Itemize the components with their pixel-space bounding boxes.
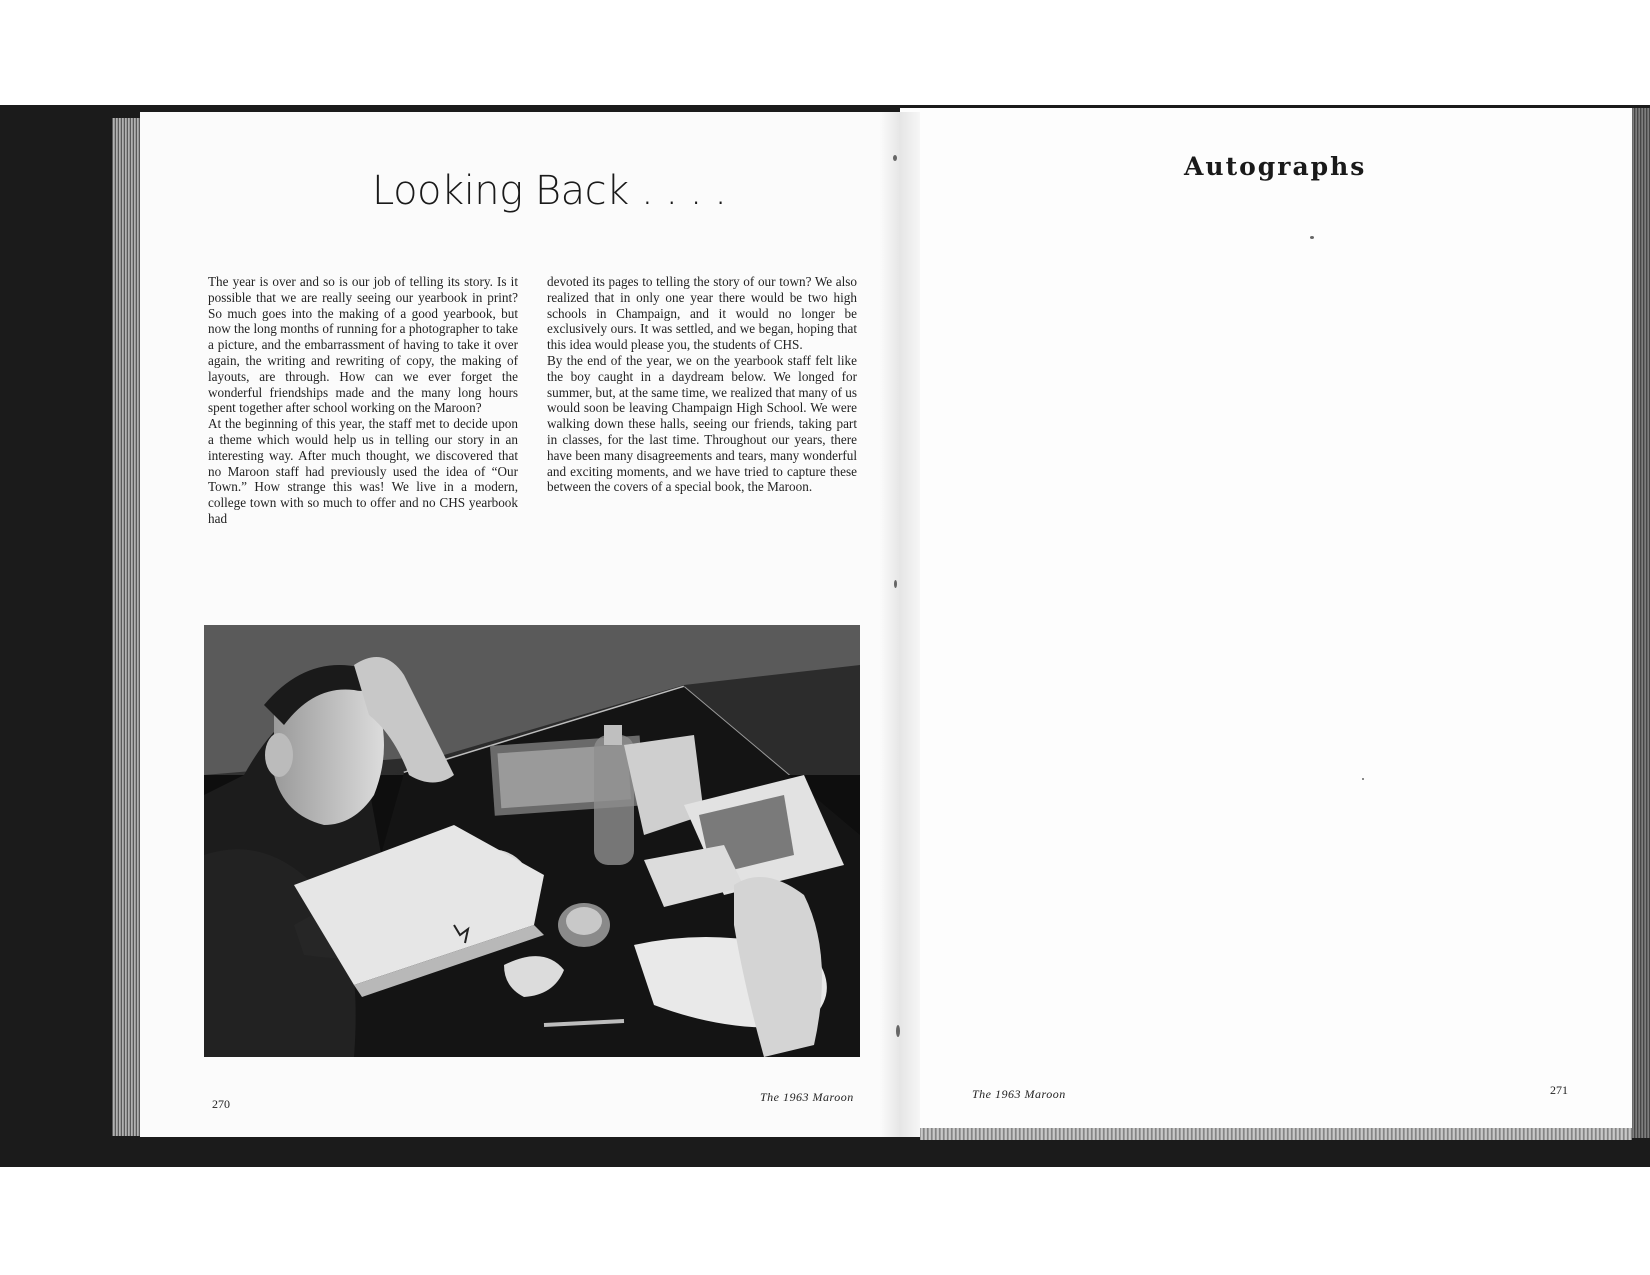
scan-speck <box>1362 778 1364 780</box>
page-number-left: 270 <box>212 1097 230 1111</box>
publication-footer-left: The 1963 Maroon <box>760 1090 854 1104</box>
text-column-2 <box>547 274 857 495</box>
page-stack-left <box>112 118 142 1136</box>
page-number-right: 271 <box>1550 1083 1568 1097</box>
scan-speck <box>1310 236 1314 239</box>
scan-speck <box>896 1025 900 1037</box>
page-title-looking-back: Looking Back . . . . <box>372 168 727 214</box>
paragraph: devoted its pages to telling the story of our town? We also realized that in only one year there would be two high schools in Champaign, and it would no longer be exclusively ours. It was settled, and we began, hoping that this idea would please you, the students of CHS. <box>547 274 857 353</box>
paragraph: The year is over and so is our job of telling its story. Is it possible that we are really seeing our yearbook in print? So much goes into the making of a good yearbook, but now the long months of running for a photographer to take a picture, and the embarrassment of having to take it over again, the writing and rewriting of copy, the making of layouts, are through. How can we ever forget the wonderful friendships made and the many long hours spent together after school working on the Maroon? <box>208 274 518 416</box>
photo-illustration <box>204 625 860 1057</box>
scan-speck <box>893 155 897 161</box>
text-column-1 <box>208 274 518 527</box>
page-stack-right <box>1632 108 1650 1138</box>
right-page <box>900 108 1632 1128</box>
page-stack-bottom <box>920 1128 1632 1140</box>
page-title-autographs: Autographs <box>1184 152 1367 181</box>
paragraph: At the beginning of this year, the staff met to decide upon a theme which would help us in telling our story in an interesting way. After much thought, we discovered that no Maroon staff had previously used the idea of “Our Town.” How strange this was! We live in a modern, college town with so much to offer and no CHS yearbook had <box>208 416 518 526</box>
scan-speck <box>894 580 897 588</box>
daydreaming-student-photo <box>204 625 860 1057</box>
publication-footer-right: The 1963 Maroon <box>972 1087 1066 1101</box>
paragraph: By the end of the year, we on the yearbook staff felt like the boy caught in a daydream below. We longed for summer, but, at the same time, we realized that many of us would soon be leaving Champaign High School. We were walking down these halls, seeing our friends, taking part in classes, for the last time. Throughout our years, there have been many disagreements and tears, many wonderful and exciting moments, and we have tried to capture these between the covers of a special book, the Maroon. <box>547 352 858 495</box>
book-gutter <box>880 112 920 1137</box>
